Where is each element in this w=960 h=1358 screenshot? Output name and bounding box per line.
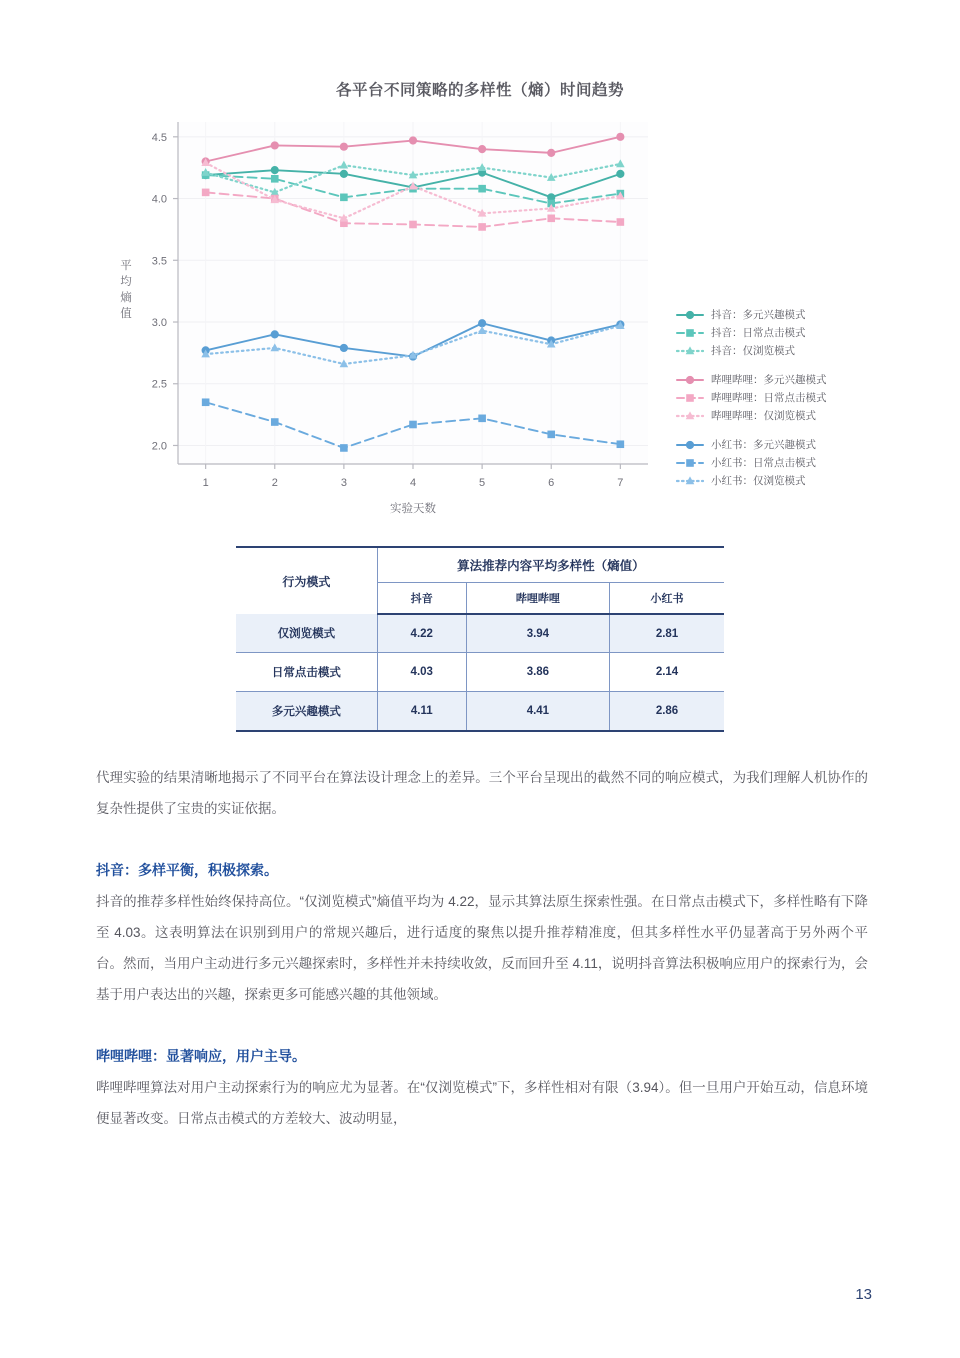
table-header-group: 算法推荐内容平均多样性（熵值） [377,547,724,583]
data-point-circle [478,145,486,153]
y-axis-title-char: 熵 [120,292,132,304]
data-point-square [202,189,210,197]
data-point-circle [340,170,348,178]
legend-item-label: 抖音：日常点击模式 [711,327,806,339]
summary-table-wrapper [236,546,724,732]
legend-marker-icon [676,326,704,340]
data-point-square [686,394,694,402]
data-point-circle [547,149,555,157]
legend-marker-icon [676,344,704,358]
legend-item-label: 抖音：仅浏览模式 [711,345,795,357]
y-axis-title-char: 平 [120,260,132,272]
table-cell-value: 2.14 [610,653,724,692]
legend-group [676,436,886,490]
legend-item[interactable] [676,454,886,472]
legend-item[interactable] [676,436,886,454]
legend-group [676,371,886,425]
section-heading-douyin: 抖音：多样平衡，积极探索。 [96,862,278,878]
legend-item[interactable] [676,407,886,425]
data-point-square [478,415,486,423]
y-axis-tick-label: 3.0 [151,317,167,330]
legend-item[interactable] [676,306,886,324]
table-cell-mode: 日常点击模式 [236,653,377,692]
table-header-col-0: 抖音 [377,583,466,615]
y-axis-tick-label: 3.5 [151,255,167,268]
data-point-circle [686,376,694,384]
data-point-square [271,418,279,426]
document-content [96,762,868,1134]
table-cell-value: 4.41 [466,692,609,732]
table-cell-value: 2.81 [610,614,724,653]
page-number: 13 [855,1286,872,1303]
table-cell-value: 3.86 [466,653,609,692]
data-point-circle [340,344,348,352]
x-axis-tick-label: 4 [409,477,417,489]
data-point-circle [271,166,279,174]
data-point-circle [271,330,279,338]
table-cell-value: 4.11 [377,692,466,732]
data-point-square [686,329,694,337]
summary-table [236,546,724,732]
data-point-square [271,175,279,183]
data-point-circle [686,441,694,449]
data-point-circle [616,170,624,178]
chart-title: 各平台不同策略的多样性（熵）时间趋势 [335,82,624,99]
legend-item[interactable] [676,371,886,389]
data-point-square [547,431,555,439]
data-point-circle [271,141,279,149]
legend-item-label: 小红书：多元兴趣模式 [711,439,816,451]
chart-block [0,78,960,538]
x-axis-tick-label: 7 [617,477,624,489]
y-axis-tick-label: 4.0 [151,193,167,206]
table-row [236,614,724,653]
table-header-col-2: 小红书 [610,583,724,615]
data-point-square [617,440,625,448]
table-cell-mode: 仅浏览模式 [236,614,377,653]
x-axis-tick-label: 3 [340,477,347,489]
table-head [236,547,724,614]
section-paragraph-bilibili: 哔哩哔哩算法对用户主动探索行为的响应尤为显著。在“仅浏览模式”下，多样性相对有限（3.94）。但一旦用户开始互动，信息环境便显著改变。日常点击模式的方差较大、波动明显， [96,1080,868,1126]
table-cell-mode: 多元兴趣模式 [236,692,377,732]
legend-item[interactable] [676,324,886,342]
legend-marker-icon [676,409,704,423]
chart-legend [676,306,886,501]
table-cell-value: 4.03 [377,653,466,692]
legend-marker-icon [676,438,704,452]
table-body [236,614,724,731]
y-axis-tick-label: 4.5 [151,131,167,144]
legend-item[interactable] [676,472,886,490]
legend-item-label: 抖音：多元兴趣模式 [711,309,806,321]
section-paragraph-douyin: 抖音的推荐多样性始终保持高位。“仅浏览模式”熵值平均为 4.22，显示其算法原生探索性强。在日常点击模式下，多样性略有下降至 4.03。这表明算法在识别到用户的常规兴趣后，进行适度的聚焦以提升推荐精准度，但其多样性水平仍显著高于另外两个平台。然而，当用户主动进行多元兴趣探索时，多样性并未持续收敛，反而回升至 4.11，说明抖音算法积极响应用户的探索行为，会基于用户表达出的兴趣，探索更多可能感兴趣的其他领域。 [96,894,868,1002]
data-point-square [340,194,348,202]
y-axis-title-char: 值 [120,308,132,320]
data-point-circle [409,136,417,144]
table-cell-value: 2.86 [610,692,724,732]
x-axis-title: 实验天数 [390,503,436,515]
legend-item-label: 哔哩哔哩：日常点击模式 [711,392,827,404]
paragraph-spacer-2 [96,1010,868,1041]
data-point-square [340,444,348,452]
data-point-square [547,215,555,223]
data-point-square [409,421,417,429]
data-point-square [409,221,417,229]
legend-group [676,306,886,360]
legend-item-label: 哔哩哔哩：多元兴趣模式 [711,374,827,386]
intro-paragraph: 代理实验的结果清晰地揭示了不同平台在算法设计理念上的差异。三个平台呈现出的截然不同的响应模式，为我们理解人机协作的复杂性提供了宝贵的实证依据。 [96,770,868,816]
legend-item-label: 小红书：仅浏览模式 [711,475,806,487]
data-point-circle [686,311,694,319]
data-point-circle [616,133,624,141]
y-axis-tick-label: 2.0 [151,440,167,453]
paragraph-spacer-1 [96,824,868,855]
table-cell-value: 4.22 [377,614,466,653]
table-header-row-1 [236,547,724,583]
legend-marker-icon [676,373,704,387]
legend-item-label: 哔哩哔哩：仅浏览模式 [711,410,816,422]
table-header-col-1: 哔哩哔哩 [466,583,609,615]
x-axis-tick-label: 2 [271,477,278,489]
table-row [236,653,724,692]
data-point-circle [340,143,348,151]
table-header-mode: 行为模式 [236,547,377,614]
x-axis-tick-label: 1 [202,477,209,489]
data-point-square [617,218,625,226]
y-axis-title-char: 均 [120,276,132,288]
legend-marker-icon [676,391,704,405]
legend-item-label: 小红书：日常点击模式 [711,457,816,469]
x-axis-tick-label: 6 [548,477,555,489]
y-axis-tick-label: 2.5 [151,378,167,391]
table-cell-value: 3.94 [466,614,609,653]
data-point-square [202,398,210,406]
legend-marker-icon [676,456,704,470]
data-point-square [686,459,694,467]
legend-marker-icon [676,308,704,322]
legend-item[interactable] [676,342,886,360]
table-row [236,692,724,732]
section-heading-bilibili: 哔哩哔哩：显著响应，用户主导。 [96,1048,306,1064]
legend-item[interactable] [676,389,886,407]
data-point-square [478,185,486,193]
x-axis-tick-label: 5 [479,477,486,489]
legend-marker-icon [676,474,704,488]
data-point-square [478,223,486,231]
